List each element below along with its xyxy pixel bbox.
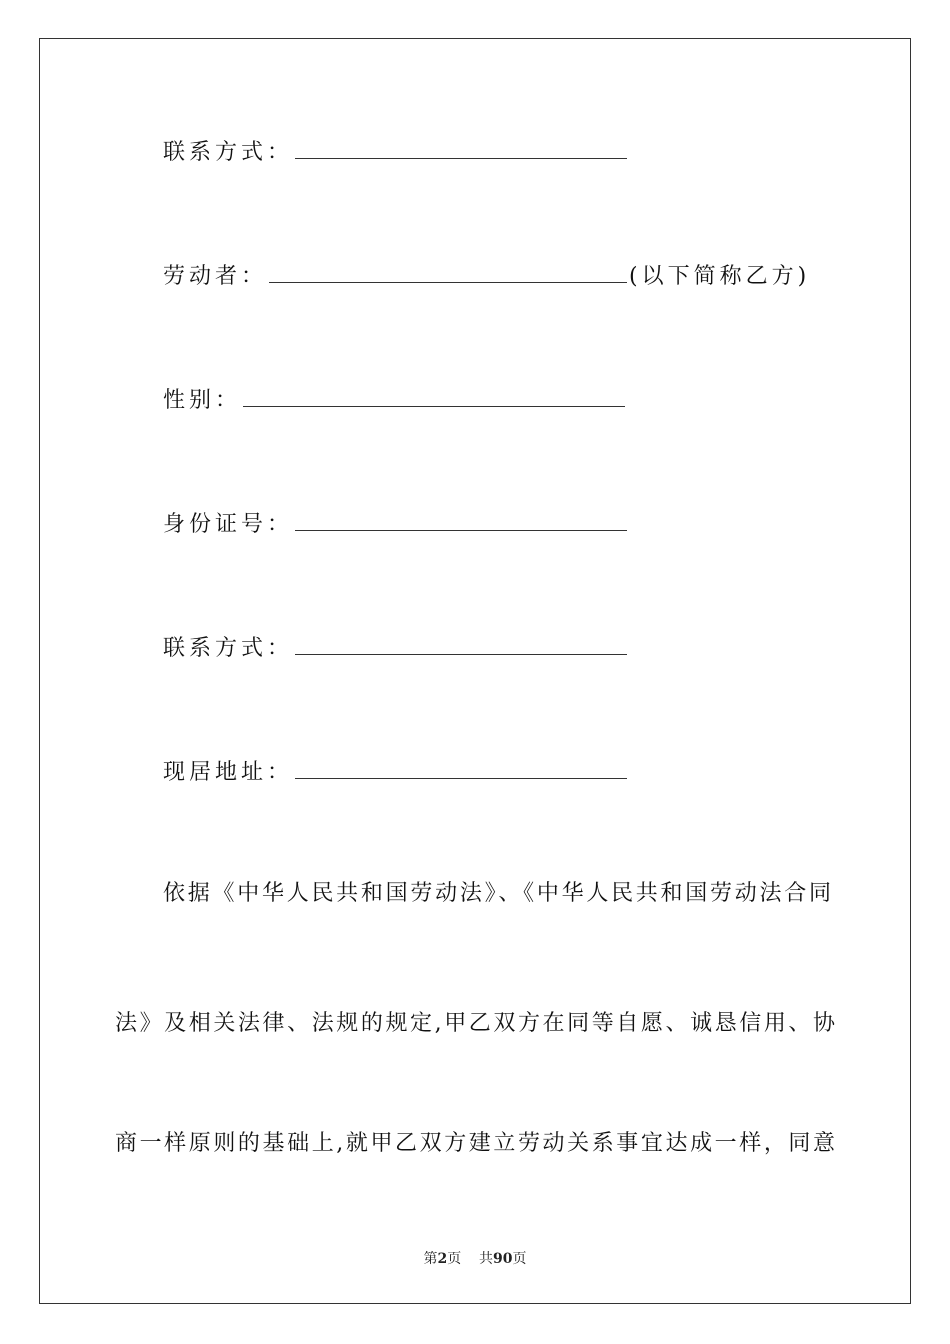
id-number-blank[interactable] [295, 510, 627, 531]
contact-blank-2[interactable] [295, 634, 627, 655]
worker-blank[interactable] [269, 262, 627, 283]
page-number: 2 [437, 1251, 448, 1267]
contact-field-2 [163, 634, 629, 663]
address-blank[interactable] [295, 758, 627, 779]
worker-field [163, 262, 810, 291]
page-prefix: 第 [423, 1251, 438, 1267]
page-footer [0, 1248, 950, 1268]
field-label: 性别： [163, 388, 242, 413]
field-label: 劳动者： [163, 264, 268, 289]
total-prefix: 共 [479, 1251, 494, 1267]
id-number-field [163, 510, 629, 539]
total-pages: 90 [493, 1251, 513, 1267]
address-field [163, 758, 629, 787]
field-label: 现居地址： [163, 760, 294, 785]
contact-field [163, 138, 629, 167]
gender-field [163, 386, 627, 415]
page-border [39, 38, 911, 1304]
page-suffix: 页 [447, 1251, 462, 1267]
field-suffix: (以下简称乙方) [629, 264, 811, 289]
gender-blank[interactable] [243, 386, 625, 407]
field-label: 联系方式： [163, 636, 294, 661]
paragraph-line-1: 依据《中华人民共和国劳动法》、《中华人民共和国劳动法合同 [163, 881, 831, 906]
total-suffix: 页 [512, 1251, 527, 1267]
field-label: 身份证号： [163, 512, 294, 537]
paragraph-line-3: 商一样原则的基础上,就甲乙双方建立劳动关系事宜达成一样，同意 [115, 1131, 835, 1156]
field-label: 联系方式： [163, 140, 294, 165]
paragraph-line-2: 法》及相关法律、法规的规定,甲乙双方在同等自愿、诚恳信用、协 [115, 1011, 835, 1036]
contact-blank[interactable] [295, 138, 627, 159]
